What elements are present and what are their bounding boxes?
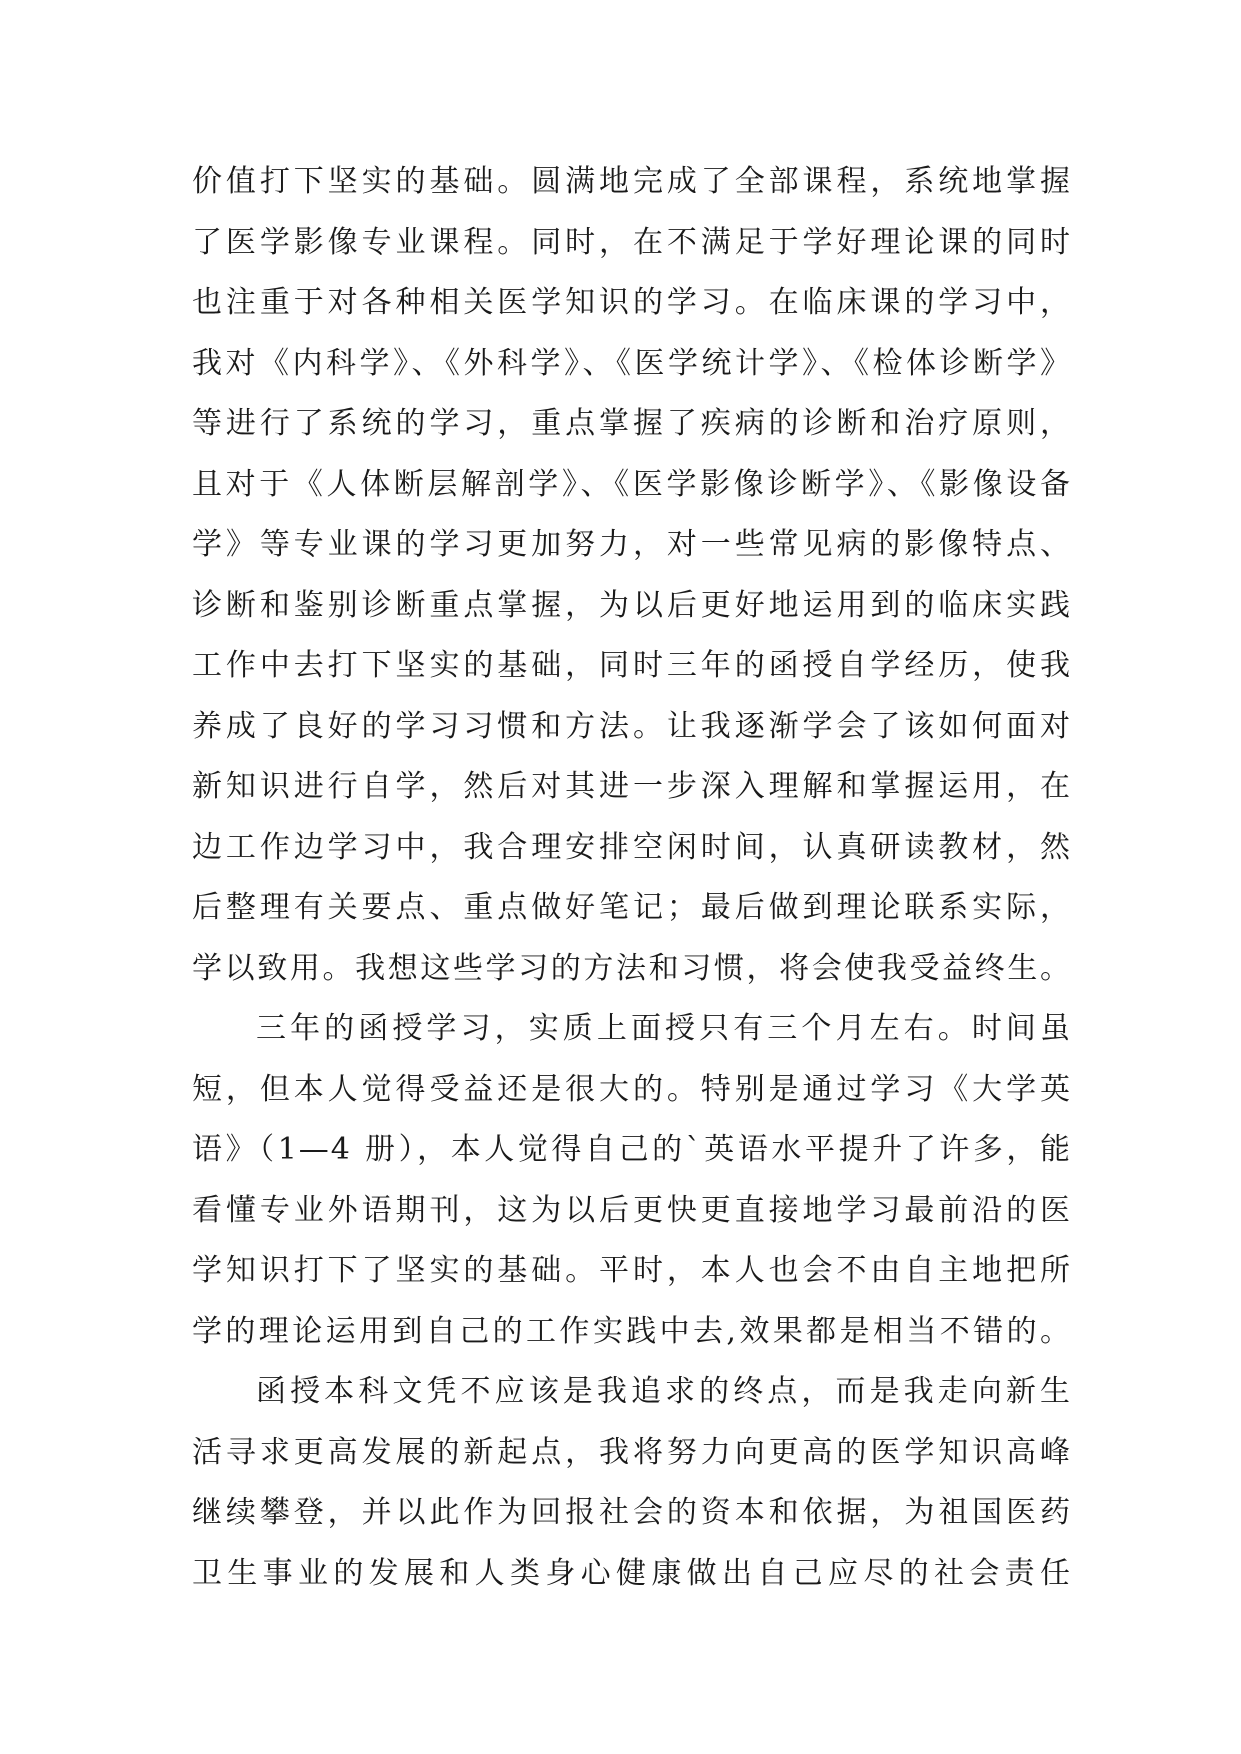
text-line: 工作中去打下坚实的基础，同时三年的函授自学经历，使我: [192, 648, 1072, 683]
text-line: 也注重于对各种相关医学知识的学习。在临床课的学习中，: [192, 285, 1072, 320]
text-line: 卫生事业的发展和人类身心健康做出自己应尽的社会责任: [192, 1555, 1072, 1591]
paragraph-first-line: 函授本科文凭不应该是我追求的终点，而是我走向新生: [256, 1374, 1072, 1409]
text-line: 语》（1—4 册），本人觉得自己的`英语水平提升了许多，能: [192, 1132, 1072, 1167]
text-line: 且对于《人体断层解剖学》、《医学影像诊断学》、《影像设备: [192, 466, 1072, 502]
text-line: 短，但本人觉得受益还是很大的。特别是通过学习《大学英: [192, 1071, 1072, 1107]
text-line: 价值打下坚实的基础。圆满地完成了全部课程，系统地掌握: [192, 164, 1072, 199]
text-line: 活寻求更高发展的新起点，我将努力向更高的医学知识高峰: [192, 1434, 1072, 1470]
text-line: 看懂专业外语期刊，这为以后更快更直接地学习最前沿的医: [192, 1192, 1072, 1228]
text-line: 我对《内科学》、《外科学》、《医学统计学》、《检体诊断学》: [192, 345, 1072, 381]
text-line: 学知识打下了坚实的基础。平时，本人也会不由自主地把所: [192, 1253, 1072, 1288]
text-line: 了医学影像专业课程。同时，在不满足于学好理论课的同时: [192, 224, 1072, 260]
text-line: 边工作边学习中，我合理安排空闲时间，认真研读教材，然: [192, 829, 1072, 865]
text-line: 新知识进行自学，然后对其进一步深入理解和掌握运用，在: [192, 769, 1072, 804]
text-line: 学的理论运用到自己的工作实践中去,效果都是相当不错的。: [192, 1313, 1072, 1349]
text-line: 继续攀登，并以此作为回报社会的资本和依据，为祖国医药: [192, 1495, 1072, 1530]
text-line: 学以致用。我想这些学习的方法和习惯，将会使我受益终生。: [192, 950, 1072, 986]
text-line: 诊断和鉴别诊断重点掌握，为以后更好地运用到的临床实践: [192, 587, 1072, 623]
body-text: [192, 152, 1072, 1604]
text-line: 养成了良好的学习习惯和方法。让我逐渐学会了该如何面对: [192, 708, 1072, 744]
text-line: 后整理有关要点、重点做好笔记；最后做到理论联系实际，: [192, 890, 1072, 925]
text-line: 学》等专业课的学习更加努力，对一些常见病的影像特点、: [192, 527, 1072, 562]
text-line: 等进行了系统的学习，重点掌握了疾病的诊断和治疗原则，: [192, 406, 1072, 441]
paragraph-first-line: 三年的函授学习，实质上面授只有三个月左右。时间虽: [256, 1011, 1072, 1046]
